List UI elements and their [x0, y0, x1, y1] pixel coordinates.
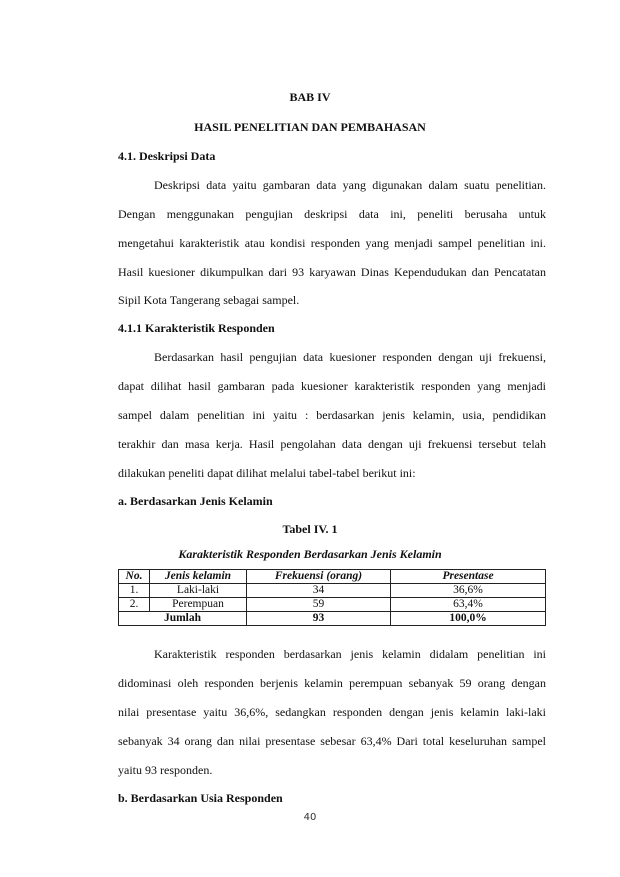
- para1-line: Deskripsi data yaitu gambaran data yang digunakan dalam suatu penelitian.: [154, 178, 546, 192]
- table-header-row: [119, 570, 546, 584]
- total-label: Jumlah: [119, 612, 247, 626]
- header-gender: Jenis kelamin: [150, 570, 247, 584]
- para3-line: sebanyak 34 orang dan nilai presentase sebesar 63,4% Dari total keseluruhan sampel: [118, 734, 546, 748]
- para3-line: didominasi oleh responden berjenis kelamin perempuan sebanyak 59 orang dengan: [118, 676, 546, 690]
- cell-gender: Perempuan: [150, 598, 247, 612]
- chapter-number: BAB IV: [289, 90, 331, 104]
- cell-frequency: 34: [247, 584, 391, 598]
- para3-line: Karakteristik responden berdasarkan jenis kelamin didalam penelitian ini: [154, 647, 546, 661]
- para1-line: Sipil Kota Tangerang sebagai sampel.: [118, 293, 300, 307]
- para3-line: yaitu 93 responden.: [118, 763, 213, 777]
- para3-line: nilai presentase yaitu 36,6%, sedangkan responden dengan jenis kelamin laki-laki: [118, 705, 546, 719]
- table-row: [119, 584, 546, 598]
- subheading-a: a. Berdasarkan Jenis Kelamin: [118, 494, 273, 508]
- table-row: [119, 598, 546, 612]
- cell-no: 1.: [119, 584, 150, 598]
- chapter-title: HASIL PENELITIAN DAN PEMBAHASAN: [194, 120, 426, 134]
- header-frequency: Frekuensi (orang): [247, 570, 391, 584]
- header-no: No.: [119, 570, 150, 584]
- table-total-row: [119, 612, 546, 626]
- para1-line: Dengan menggunakan pengujian deskripsi data ini, peneliti berusaha untuk: [118, 207, 546, 221]
- total-percentage: 100,0%: [391, 612, 546, 626]
- para2-line: Berdasarkan hasil pengujian data kuesioner responden dengan uji frekuensi,: [154, 350, 546, 364]
- cell-no: 2.: [119, 598, 150, 612]
- subheading-b: b. Berdasarkan Usia Responden: [118, 791, 283, 805]
- cell-percentage: 63,4%: [391, 598, 546, 612]
- section-heading-4-1-1: 4.1.1 Karakteristik Responden: [118, 321, 275, 335]
- gender-table: [118, 569, 546, 626]
- cell-frequency: 59: [247, 598, 391, 612]
- table-number: Tabel IV. 1: [282, 522, 338, 536]
- para2-line: terakhir dan masa kerja. Hasil pengolahan data dengan uji frekuensi tersebut telah: [118, 437, 546, 451]
- header-percentage: Presentase: [391, 570, 546, 584]
- total-frequency: 93: [247, 612, 391, 626]
- table-caption: Karakteristik Responden Berdasarkan Jenis Kelamin: [178, 547, 442, 561]
- para1-line: Hasil kuesioner dikumpulkan dari 93 karyawan Dinas Kependudukan dan Pencatatan: [118, 265, 546, 279]
- para2-line: dapat dilihat hasil gambaran pada kuesioner karakteristik responden yang menjadi: [118, 379, 546, 393]
- cell-percentage: 36,6%: [391, 584, 546, 598]
- para2-line: sampel dalam penelitian ini yaitu : berdasarkan jenis kelamin, usia, pendidikan: [118, 408, 546, 422]
- section-heading-4-1: 4.1. Deskripsi Data: [118, 149, 216, 163]
- para2-line: dilakukan peneliti dapat dilihat melalui tabel-tabel berikut ini:: [118, 466, 416, 480]
- para1-line: mengetahui karakteristik atau kondisi responden yang menjadi sampel penelitian ini.: [118, 236, 546, 250]
- cell-gender: Laki-laki: [150, 584, 247, 598]
- page-number: 40: [303, 812, 317, 823]
